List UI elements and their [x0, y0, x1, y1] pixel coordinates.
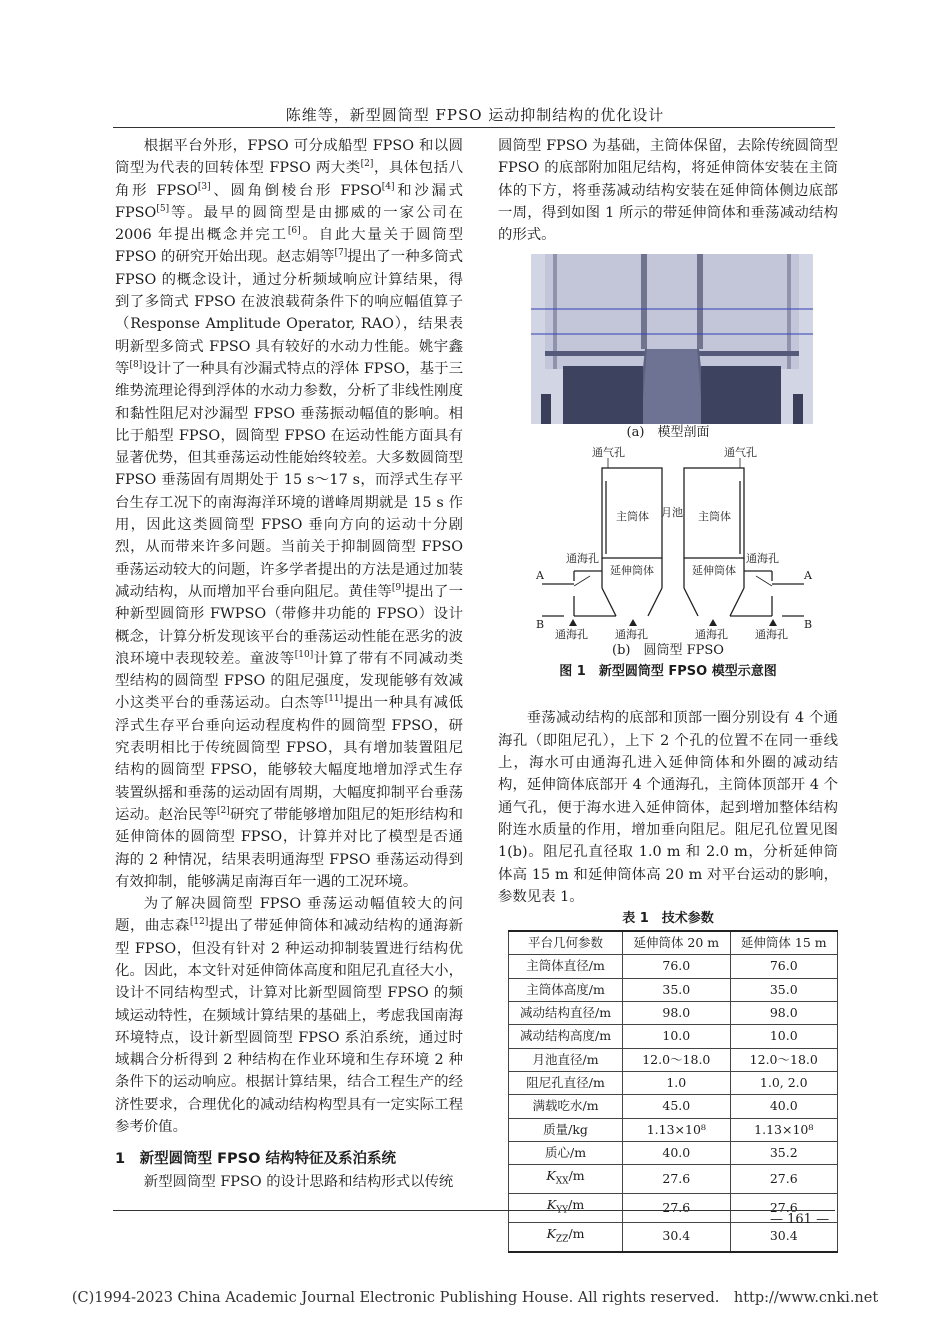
- table-row: [509, 1165, 838, 1194]
- figure-1a-caption: (a) 模型剖面: [626, 425, 710, 441]
- paragraph-section-1: 新型圆筒型 FPSO 的设计思路和结构形式以传统: [143, 1173, 454, 1190]
- table-cell-param: 满载吃水/m: [509, 1095, 623, 1118]
- table-row: [509, 1118, 838, 1141]
- model-section-render: [531, 254, 813, 424]
- citation-ref: [5]: [156, 204, 170, 215]
- citation-ref: [4]: [381, 181, 395, 192]
- table-header-ext-15: 延伸筒体 15 m: [730, 931, 837, 955]
- sea-hole-label-bottom-4: 通海孔: [755, 628, 788, 642]
- paragraph-intro-2: 为了解决圆筒型 FPSO 垂荡运动幅值较大的问题，曲志森[12]提出了带延伸筒体和减动结构的通海新型 FPSO，但没有针对 2 种运动抑制装置进行结构优化。因此，本文针对延伸筒体高度和阻尼孔直径大小，设计不同结构型式，计算对比新型圆筒型 FPSO 的频域运动特性，在频域计算结果的基础上，考虑我国南海环境特点，设计新型圆筒型 FPSO 系泊系统，通过时域耦合分析得到 2 种结构在作业环境和生存环境 2 种条件下的运动响应。根据计算结果，结合工程生产的经济性要求，合理优化的减动结构构型具有一定实际工程参考价值。: [115, 896, 463, 1136]
- figure-1a-model-section: [531, 254, 813, 424]
- citation-ref: [9]: [391, 583, 405, 594]
- sea-hole-label-bottom-3: 通海孔: [695, 628, 728, 642]
- table-row: [509, 955, 838, 978]
- table-cell-ext-20: 1.13×10⁸: [623, 1118, 730, 1141]
- figure-1-caption: 图 1 新型圆筒型 FPSO 模型示意图: [559, 664, 777, 680]
- section-b-label-right: B: [804, 618, 813, 632]
- citation-ref: [7]: [334, 248, 348, 259]
- left-column: [115, 135, 463, 1193]
- sea-hole-label-bottom-2: 通海孔: [615, 628, 648, 642]
- header-rule: [113, 127, 835, 128]
- citation-ref: [11]: [324, 694, 344, 705]
- table-cell-ext-15: 35.2: [730, 1141, 837, 1164]
- vent-hole-label-left: 通气孔: [592, 446, 625, 460]
- paragraph-damping-holes: 垂荡减动结构的底部和顶部一圈分别设有 4 个通海孔（即阻尼孔），上下 2 个孔的位置不在同一垂线上，海水可由通海孔进入延伸筒体和外圈的减动结构，延伸筒体底部开 4 个通海孔，主筒体顶部开 4 个通气孔，便于海水进入延伸筒体，起到增加整体结构附连水质量的作用，增加垂向阻尼。阻尼孔位置见图 1(b)。阻尼孔直径取 1.0 m 和 2.0 m，分析延伸筒体高 15 m 和延伸筒体高 20 m 对平台运动的影响，参数见表 1。: [498, 710, 838, 905]
- running-title: 陈维等，新型圆筒型 FPSO 运动抑制结构的优化设计: [285, 106, 665, 124]
- citation-ref: [12]: [189, 917, 209, 928]
- table-cell-ext-20: 40.0: [623, 1141, 730, 1164]
- table-cell-param: $K_{ZZ}/m$: [509, 1222, 623, 1251]
- table-cell-param: 减动结构直径/m: [509, 1002, 623, 1025]
- table-1-caption: 表 1 技术参数: [622, 911, 714, 927]
- figure-1b-caption: (b) 圆筒型 FPSO: [612, 643, 724, 659]
- table-cell-ext-15: 27.6: [730, 1165, 837, 1194]
- table-header-ext-20: 延伸筒体 20 m: [623, 931, 730, 955]
- section-a-label-right: A: [804, 569, 812, 583]
- table-cell-param: 减动结构高度/m: [509, 1025, 623, 1048]
- table-cell-param: $K_{YY}/m$: [509, 1193, 623, 1222]
- table-cell-param: $K_{XX}/m$: [509, 1165, 623, 1194]
- table-cell-ext-20: 27.6: [623, 1165, 730, 1194]
- table-cell-ext-15: 40.0: [730, 1095, 837, 1118]
- moonpool-label: 月池: [661, 506, 683, 520]
- table-cell-ext-15: 10.0: [730, 1025, 837, 1048]
- right-column: [498, 135, 838, 1253]
- extension-hull-label-left: 延伸筒体: [610, 564, 654, 578]
- table-cell-ext-15: 98.0: [730, 1002, 837, 1025]
- sea-hole-label-right: 通海孔: [746, 552, 779, 566]
- fpso-schematic: [498, 446, 838, 642]
- table-cell-ext-20: 76.0: [623, 955, 730, 978]
- figure-1b-diagram: [498, 446, 838, 642]
- table-cell-ext-20: 35.0: [623, 978, 730, 1001]
- table-cell-param: 月池直径/m: [509, 1048, 623, 1071]
- table-row: [509, 1071, 838, 1094]
- table-row: [509, 1141, 838, 1164]
- table-row: [509, 978, 838, 1001]
- extension-hull-label-right: 延伸筒体: [692, 564, 736, 578]
- table-cell-ext-15: 1.13×10⁸: [730, 1118, 837, 1141]
- citation-ref: [6]: [287, 226, 301, 237]
- section-heading-1: 1 新型圆筒型 FPSO 结构特征及系泊系统: [115, 1151, 396, 1168]
- paragraph-intro-1: 根据平台外形，FPSO 可分成船型 FPSO 和以圆筒型为代表的回转体型 FPSO 两大类[2]，具体包括八角形 FPSO[3]、圆角倒棱台形 FPSO[4]和沙漏式 FPSO[5]等。最早的圆筒型是由挪威的一家公司在 2006 年提出概念并完工[6]。自此大量关于圆筒型 FPSO 的研究开始出现。赵志娟等[7]提出了一种多筒式 FPSO 的概念设计，通过分析频域响应计算结果，得到了多筒式 FPSO 在波浪载荷条件下的响应幅值算子（Response Amplitude Operator, RAO），结果表明新型多筒式 FPSO 具有较好的水动力性能。姚宇鑫等[8]设计了一种具有沙漏式特点的浮体 FPSO，基于三维势流理论得到浮体的水动力参数，分析了非线性刚度和黏性阻尼对沙漏型 FPSO 垂荡振动幅值的影响。相比于船型 FPSO，圆筒型 FPSO 在运动性能方面具有显著优势，但其垂荡运动性能始终较差。大多数圆筒型 FPSO 垂荡固有周期处于 15 s～17 s，而浮式生存平台生存工况下的南海海洋环境的谱峰周期就是 15 s 作用，因此这类圆筒型 FPSO 垂向方向的运动十分剧烈，从而带来许多问题。当前关于抑制圆筒型 FPSO 垂荡运动较大的问题，许多学者提出的方法是通过加装减动结构，从而增加平台垂向阻尼。黄佳等[9]提出了一种新型圆筒形 FWPSO（带修井功能的 FPSO）设计概念，计算分析发现该平台的垂荡运动性能在恶劣的波浪环境中表现较差。童波等[10]计算了带有不同减动类型结构的圆筒型 FPSO 的阻尼强度，发现能够有效减小这类平台的垂荡运动。白杰等[11]提出一种具有减低浮式生存平台垂向运动程度构件的圆筒型 FPSO，研究表明相比于传统圆筒型 FPSO，具有增加装置阻尼结构的圆筒型 FPSO，能够较大幅度地增加浮式生存装置纵摇和垂荡的运动固有周期，大幅度抑制平台垂荡运动。赵治民等[2]研究了带能够增加阻尼的矩形结构和延伸筒体的圆筒型 FPSO，计算并对比了模型是否通海的 2 种情况，结果表明通海型 FPSO 垂荡运动得到有效抑制，能够满足南海百年一遇的工况环境。: [115, 138, 463, 890]
- table-row: [509, 1095, 838, 1118]
- table-cell-ext-15: 27.6: [730, 1193, 837, 1222]
- parameters-table: [508, 930, 838, 1252]
- main-hull-label-left: 主筒体: [616, 510, 649, 524]
- sea-hole-label-bottom-1: 通海孔: [555, 628, 588, 642]
- table-cell-ext-20: 27.6: [623, 1193, 730, 1222]
- table-cell-ext-15: 12.0～18.0: [730, 1048, 837, 1071]
- section-a-label-left: A: [536, 569, 544, 583]
- table-header-param: 平台几何参数: [509, 931, 623, 955]
- citation-ref: [10]: [294, 650, 314, 661]
- table-cell-ext-15: 76.0: [730, 955, 837, 978]
- sea-hole-label-left: 通海孔: [566, 552, 599, 566]
- table-cell-param: 主筒体高度/m: [509, 978, 623, 1001]
- table-row: [509, 1025, 838, 1048]
- table-cell-ext-20: 30.4: [623, 1222, 730, 1251]
- citation-ref: [8]: [129, 360, 143, 371]
- vent-hole-label-right: 通气孔: [724, 446, 757, 460]
- citation-ref: [2]: [360, 159, 374, 170]
- page-number: — 161 —: [770, 1212, 830, 1227]
- table-cell-ext-20: 12.0～18.0: [623, 1048, 730, 1071]
- copyright-notice: (C)1994-2023 China Academic Journal Electronic Publishing House. All rights reserved. http://www.cnki.net: [71, 1290, 879, 1306]
- table-cell-param: 质心/m: [509, 1141, 623, 1164]
- table-cell-ext-20: 98.0: [623, 1002, 730, 1025]
- table-row: [509, 1002, 838, 1025]
- citation-ref: [2]: [217, 806, 230, 817]
- main-hull-label-right: 主筒体: [698, 510, 731, 524]
- table-header-row: [509, 931, 838, 955]
- table-cell-ext-20: 1.0: [623, 1071, 730, 1094]
- section-b-label-left: B: [536, 618, 545, 632]
- table-cell-param: 质量/kg: [509, 1118, 623, 1141]
- table-cell-ext-15: 35.0: [730, 978, 837, 1001]
- table-cell-param: 主筒体直径/m: [509, 955, 623, 978]
- table-cell-ext-20: 10.0: [623, 1025, 730, 1048]
- paragraph-structure: 圆筒型 FPSO 为基础，主筒体保留，去除传统圆筒型 FPSO 的底部附加阻尼结构，将延伸筒体安装在主筒体的下方，将垂荡减动结构安装在延伸筒体侧边底部一周，得到如图 1 所示的带延伸筒体和垂荡减动结构的形式。: [498, 138, 838, 244]
- table-cell-param: 阻尼孔直径/m: [509, 1071, 623, 1094]
- table-cell-ext-20: 45.0: [623, 1095, 730, 1118]
- table-cell-ext-15: 30.4: [730, 1222, 837, 1251]
- table-row: [509, 1048, 838, 1071]
- citation-ref: [3]: [197, 181, 211, 192]
- table-cell-ext-15: 1.0, 2.0: [730, 1071, 837, 1094]
- footer-rule: [113, 1210, 835, 1211]
